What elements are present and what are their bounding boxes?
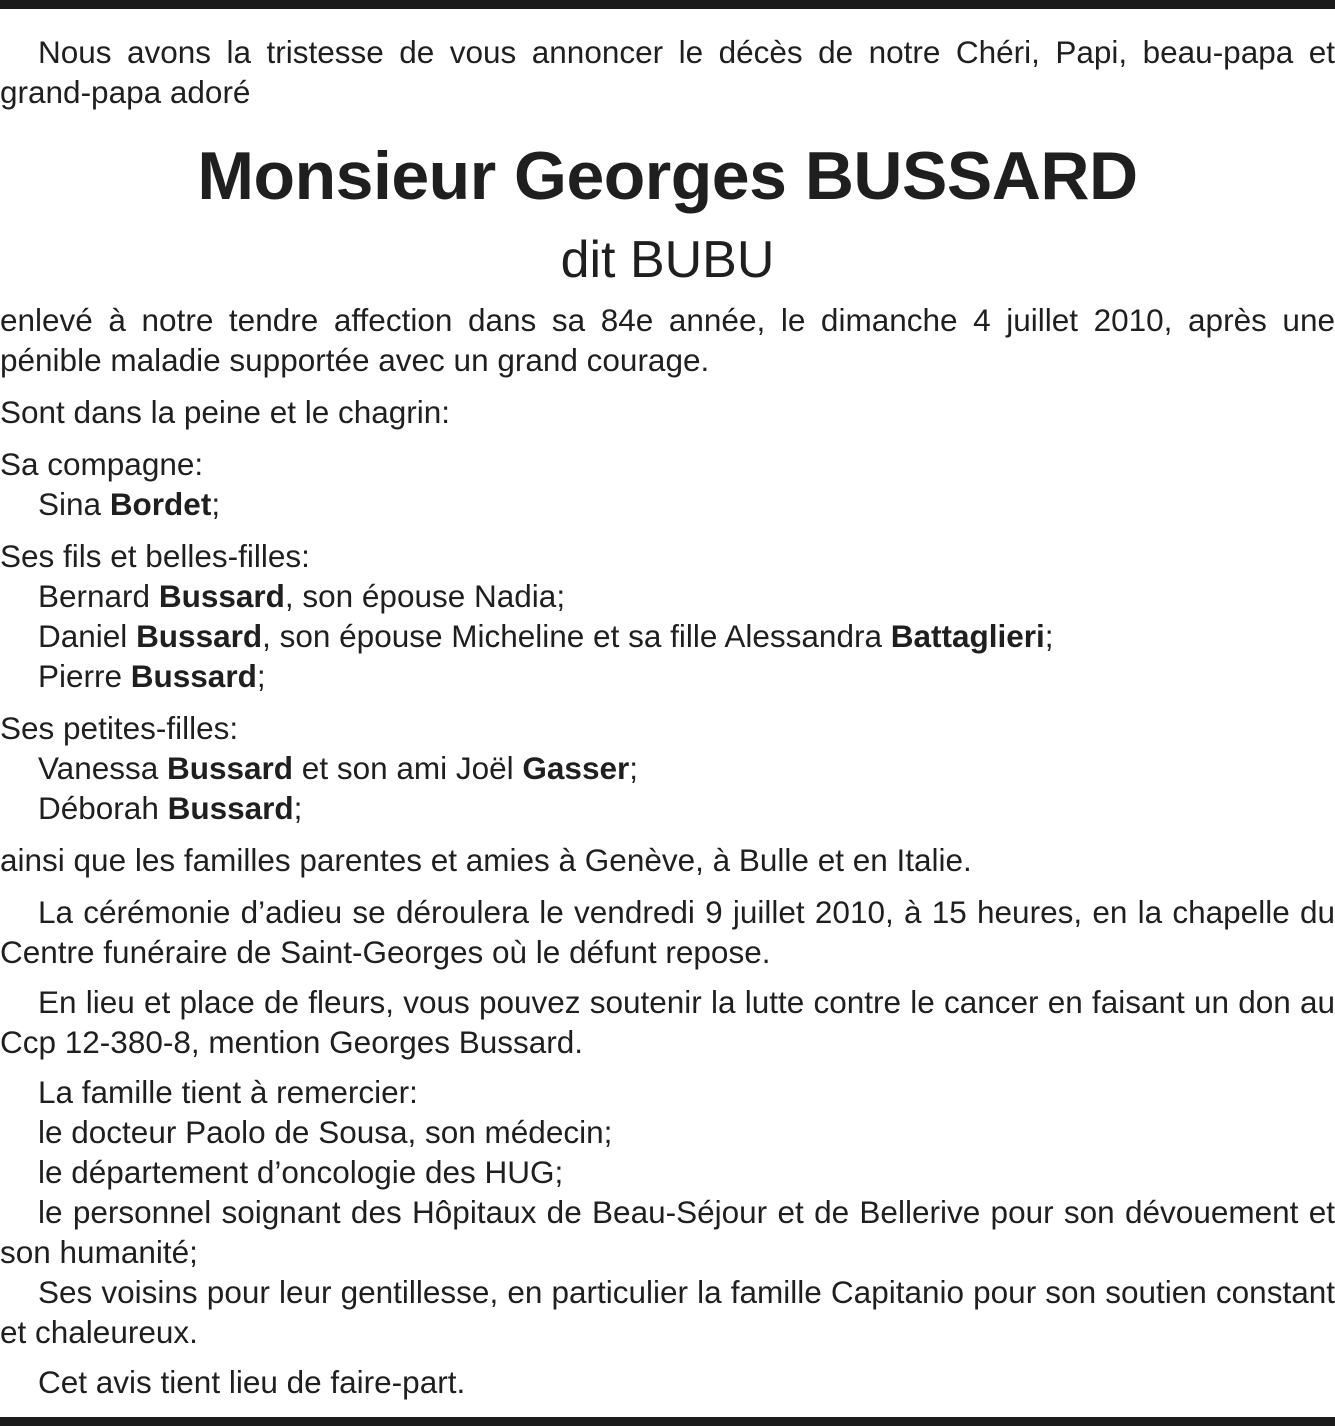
companion-section	[0, 444, 1335, 524]
granddaughters-heading: Ses petites-filles:	[0, 710, 239, 746]
thanks-line: Ses voisins pour leur gentillesse, en particulier la famille Capitanio pour son soutien constant et chaleureux.	[0, 1274, 1335, 1350]
donation-text: En lieu et place de fleurs, vous pouvez soutenir la lutte contre le cancer en faisant un don au Ccp 12-380-8, mention Georges Bussard.	[0, 984, 1335, 1060]
sons-entry: Daniel Bussard, son épouse Micheline et sa fille Alessandra Battaglieri;	[38, 618, 1054, 654]
deceased-name: Monsieur Georges BUSSARD	[197, 138, 1138, 214]
granddaughters-entry: Vanessa Bussard et son ami Joël Gasser;	[38, 750, 639, 786]
sons-entry: Bernard Bussard, son épouse Nadia;	[38, 578, 566, 614]
top-rule	[0, 0, 1335, 9]
thanks-line: le département d’oncologie des HUG;	[38, 1154, 564, 1190]
granddaughters-section	[0, 708, 1335, 828]
sons-section	[0, 536, 1335, 696]
thanks-heading: La famille tient à remercier:	[38, 1074, 418, 1110]
thanks-section	[0, 1072, 1335, 1352]
mourners-intro: Sont dans la peine et le chagrin:	[0, 394, 451, 430]
thanks-line: le personnel soignant des Hôpitaux de Beau-Séjour et de Bellerive pour son dévouement et son humanité;	[0, 1194, 1335, 1270]
intro-text: Nous avons la tristesse de vous annoncer le décès de notre Chéri, Papi, beau-papa et grand-papa adoré	[0, 34, 1335, 110]
obituary-notice	[0, 32, 1335, 1402]
sons-entry: Pierre Bussard;	[38, 658, 266, 694]
deceased-alias: dit BUBU	[560, 231, 775, 289]
bottom-rule	[0, 1417, 1335, 1426]
closing-text: Cet avis tient lieu de faire-part.	[38, 1364, 466, 1400]
ceremony-text: La cérémonie d’adieu se déroulera le vendredi 9 juillet 2010, à 15 heures, en la chapelle du Centre funéraire de Saint-Georges où le défunt repose.	[0, 894, 1335, 970]
sons-heading: Ses fils et belles-filles:	[0, 538, 310, 574]
death-notice-text: enlevé à notre tendre affection dans sa 84e année, le dimanche 4 juillet 2010, après une pénible maladie supportée avec un grand courage.	[0, 302, 1335, 378]
families-text: ainsi que les familles parentes et amies à Genève, à Bulle et en Italie.	[0, 842, 972, 878]
companion-heading: Sa compagne:	[0, 446, 204, 482]
thanks-line: le docteur Paolo de Sousa, son médecin;	[38, 1114, 613, 1150]
granddaughters-entry: Déborah Bussard;	[38, 790, 303, 826]
companion-entry: Sina Bordet;	[38, 486, 221, 522]
